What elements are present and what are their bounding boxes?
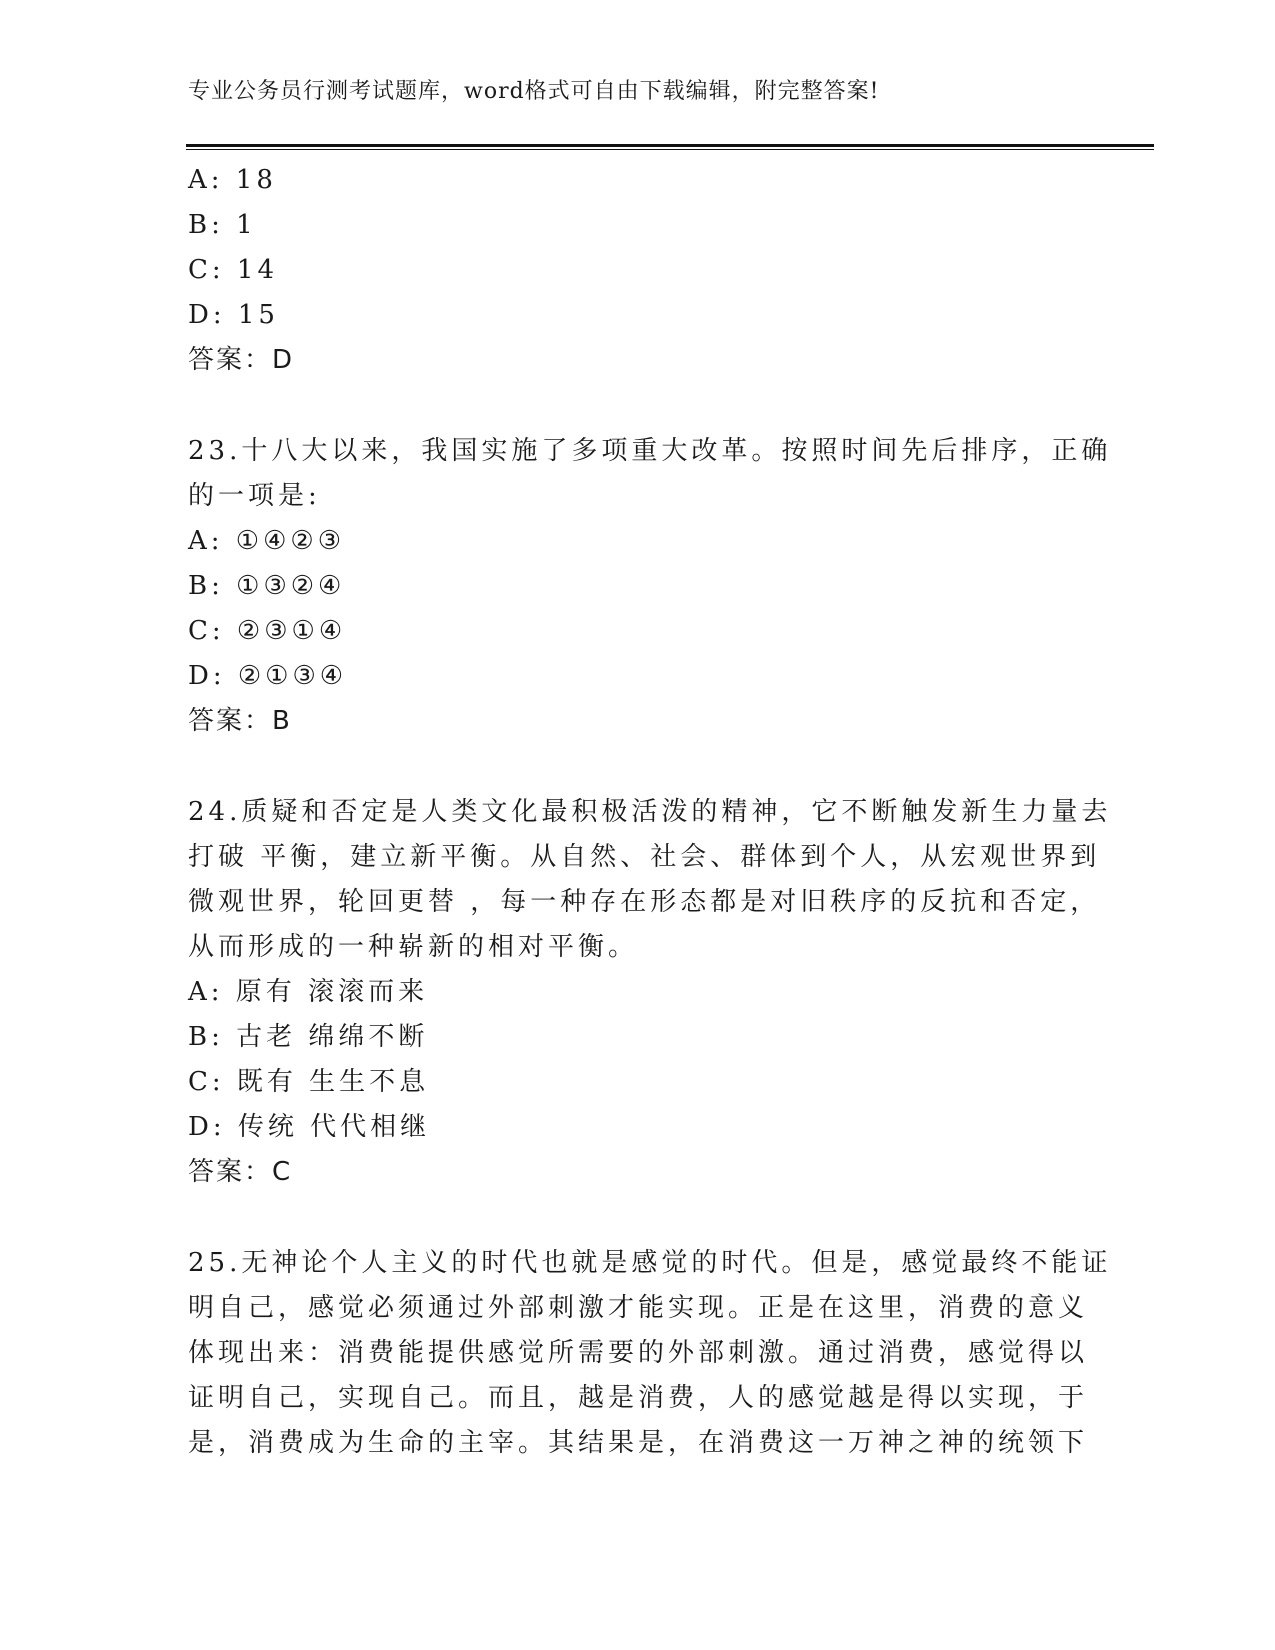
question-24 xyxy=(188,790,1112,1195)
option-c: C: 既有 生生不息 xyxy=(188,1067,430,1097)
option-c: C: ②③①④ xyxy=(188,616,347,646)
page-header-title: 专业公务员行测考试题库，word格式可自由下载编辑，附完整答案! xyxy=(188,79,880,104)
option-b: B: 1 xyxy=(188,210,257,240)
question-stem-line: 24.质疑和否定是人类文化最积极活泼的精神，它不断触发新生力量去 xyxy=(188,797,1112,827)
option-d: D: 传统 代代相继 xyxy=(188,1112,431,1142)
option-a: A: 18 xyxy=(188,165,277,195)
question-stem-line: 25.无神论个人主义的时代也就是感觉的时代。但是，感觉最终不能证 xyxy=(188,1248,1112,1278)
question-25 xyxy=(188,1241,1112,1466)
question-stem-line: 证明自己，实现自己。而且，越是消费，人的感觉越是得以实现，于 xyxy=(188,1383,1089,1413)
option-a: A: 原有 滚滚而来 xyxy=(188,977,429,1007)
header-divider xyxy=(186,144,1154,147)
question-content xyxy=(188,158,1112,1466)
question-stem-line: 明自己，感觉必须通过外部刺激才能实现。正是在这里，消费的意义 xyxy=(188,1293,1089,1323)
question-stem-line: 体现出来：消费能提供感觉所需要的外部刺激。通过消费，感觉得以 xyxy=(188,1338,1089,1368)
answer-line: 答案：B xyxy=(188,706,292,736)
question-22-tail xyxy=(188,158,1088,383)
question-stem-line: 微观世界，轮回更替 ，每一种存在形态都是对旧秩序的反抗和否定， xyxy=(188,887,1101,917)
option-b: B: ①③②④ xyxy=(188,571,346,601)
question-stem-line: 是，消费成为生命的主宰。其结果是，在消费这一万神之神的统领下 xyxy=(188,1428,1089,1458)
option-d: D: ②①③④ xyxy=(188,661,348,691)
answer-line: 答案：D xyxy=(188,345,295,375)
option-b: B: 古老 绵绵不断 xyxy=(188,1022,429,1052)
option-c: C: 14 xyxy=(188,255,279,285)
header-divider-thin xyxy=(186,149,1154,150)
question-stem-line: 23.十八大以来，我国实施了多项重大改革。按照时间先后排序，正确 xyxy=(188,436,1112,466)
answer-line: 答案：C xyxy=(188,1157,293,1187)
question-stem-line: 打破 平衡，建立新平衡。从自然、社会、群体到个人，从宏观世界到 xyxy=(188,842,1101,872)
question-stem-line: 从而形成的一种崭新的相对平衡。 xyxy=(188,932,639,962)
option-d: D: 15 xyxy=(188,300,279,330)
question-stem-line: 的一项是: xyxy=(188,481,321,511)
option-a: A: ①④②③ xyxy=(188,526,346,556)
question-23 xyxy=(188,429,1112,744)
